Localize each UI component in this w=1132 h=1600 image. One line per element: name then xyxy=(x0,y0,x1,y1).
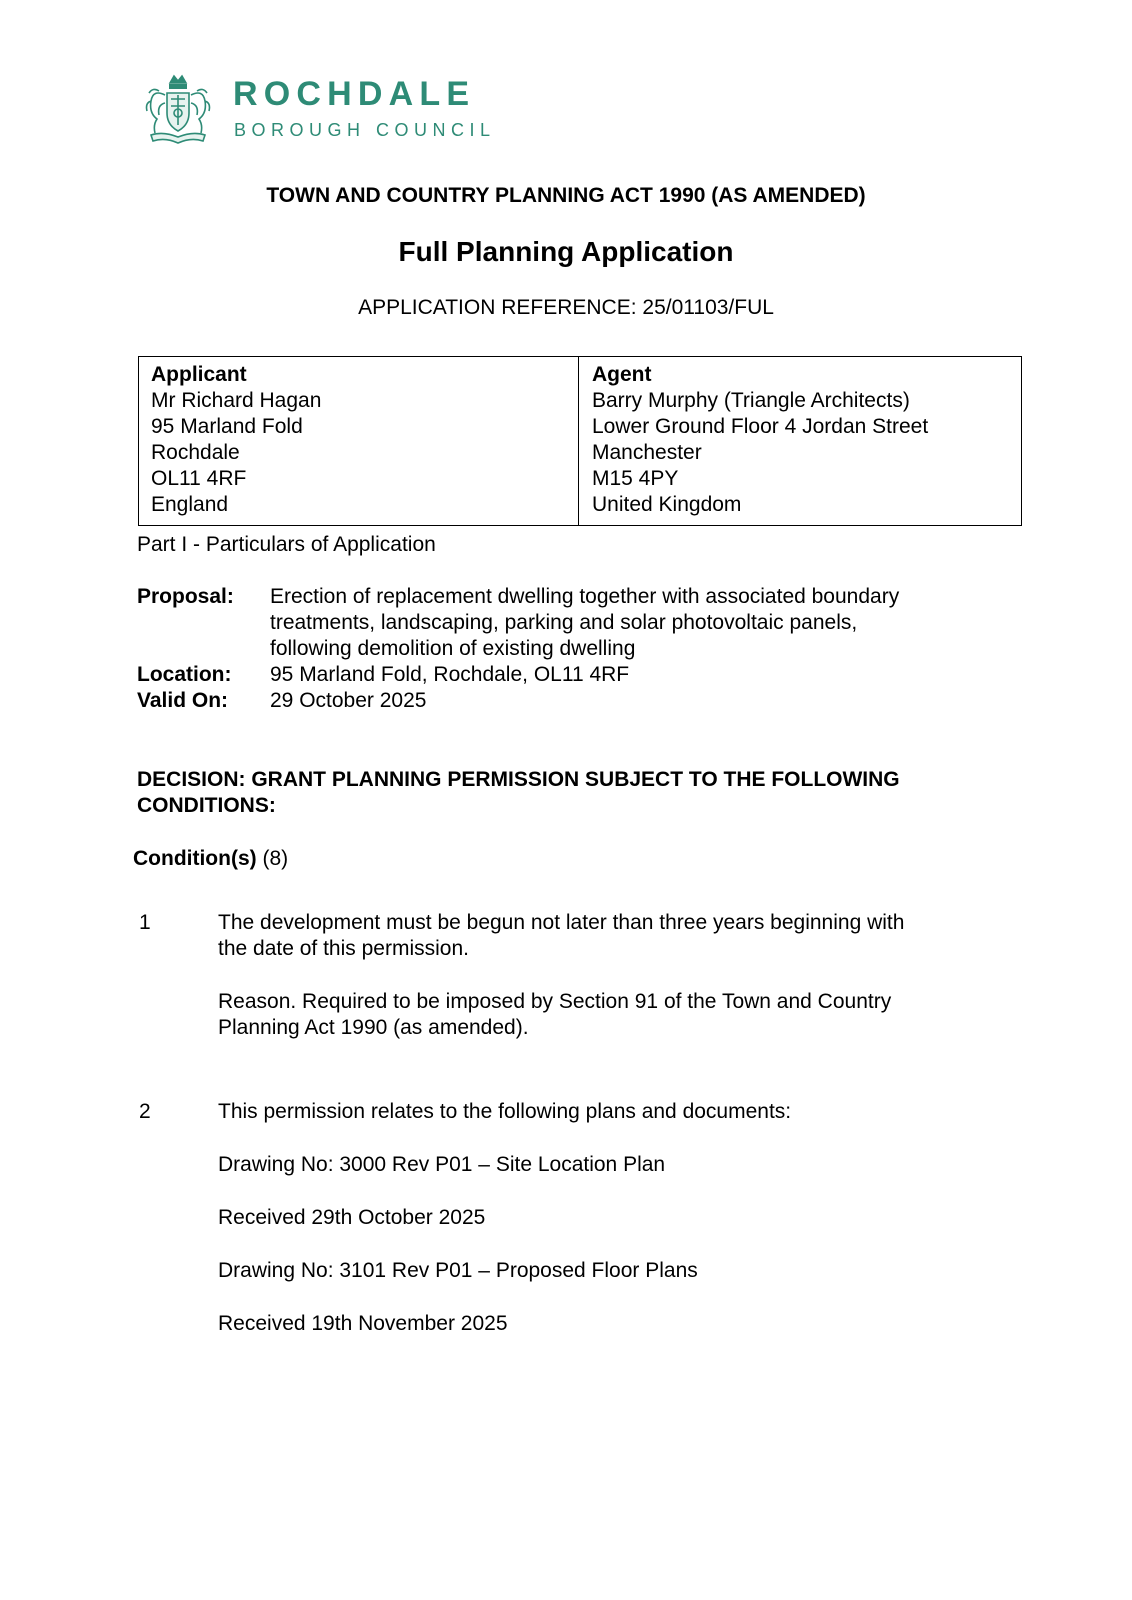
applicant-line: England xyxy=(151,493,229,516)
proposal-value xyxy=(270,584,990,662)
drawing-reference: Drawing No: 3101 Rev P01 – Proposed Floor Plans xyxy=(218,1259,698,1282)
valid-on-label: Valid On: xyxy=(137,689,229,712)
applicant-cell xyxy=(151,362,321,518)
condition-reason xyxy=(218,989,978,1041)
applicant-line: OL11 4RF xyxy=(151,467,247,490)
condition-text xyxy=(218,910,978,962)
applicant-line: Mr Richard Hagan xyxy=(151,389,322,412)
condition-text-line: The development must be begun not later than three years beginning with xyxy=(218,911,905,934)
proposal-line: Erection of replacement dwelling together with associated boundary xyxy=(270,585,900,608)
applicant-line: Rochdale xyxy=(151,441,240,464)
condition-text-line: the date of this permission. xyxy=(218,937,469,960)
agent-line: M15 4PY xyxy=(592,467,679,490)
council-subtitle: BOROUGH COUNCIL xyxy=(234,120,496,140)
received-date: Received 29th October 2025 xyxy=(218,1206,486,1229)
application-reference: APPLICATION REFERENCE: 25/01103/FUL xyxy=(358,296,774,319)
agent-line: United Kingdom xyxy=(592,493,742,516)
decision-heading xyxy=(137,767,997,819)
agent-title: Agent xyxy=(592,363,652,386)
document-title: Full Planning Application xyxy=(398,236,734,267)
location-value: 95 Marland Fold, Rochdale, OL11 4RF xyxy=(270,663,630,686)
proposal-line: following demolition of existing dwelling xyxy=(270,637,636,660)
agent-line: Manchester xyxy=(592,441,702,464)
agent-line: Barry Murphy (Triangle Architects) xyxy=(592,389,910,412)
condition-number: 2 xyxy=(139,1100,151,1123)
conditions-count: (8) xyxy=(262,847,289,870)
council-name: ROCHDALE xyxy=(233,75,476,113)
decision-line: DECISION: GRANT PLANNING PERMISSION SUBJECT TO THE FOLLOWING xyxy=(137,768,900,791)
condition-reason-line: Reason. Required to be imposed by Section 91 of the Town and Country xyxy=(218,990,892,1013)
applicant-line: 95 Marland Fold xyxy=(151,415,303,438)
part-heading: Part I - Particulars of Application xyxy=(137,533,436,556)
received-date: Received 19th November 2025 xyxy=(218,1312,508,1335)
rochdale-crest-icon xyxy=(143,73,213,145)
conditions-label: Condition(s) xyxy=(133,847,257,870)
condition-number: 1 xyxy=(139,911,151,934)
applicant-title: Applicant xyxy=(151,363,247,386)
condition-reason-line: Planning Act 1990 (as amended). xyxy=(218,1016,529,1039)
drawing-reference: Drawing No: 3000 Rev P01 – Site Location Plan xyxy=(218,1153,666,1176)
conditions-heading xyxy=(133,846,288,872)
agent-line: Lower Ground Floor 4 Jordan Street xyxy=(592,415,929,438)
proposal-label: Proposal: xyxy=(137,585,234,608)
agent-cell xyxy=(592,362,928,518)
condition-text: This permission relates to the following plans and documents: xyxy=(218,1100,792,1123)
parties-divider xyxy=(578,356,579,526)
proposal-line: treatments, landscaping, parking and solar photovoltaic panels, xyxy=(270,611,858,634)
location-label: Location: xyxy=(137,663,232,686)
decision-line: CONDITIONS: xyxy=(137,794,276,817)
valid-on-value: 29 October 2025 xyxy=(270,689,427,712)
act-title: TOWN AND COUNTRY PLANNING ACT 1990 (AS AMENDED) xyxy=(266,184,866,207)
